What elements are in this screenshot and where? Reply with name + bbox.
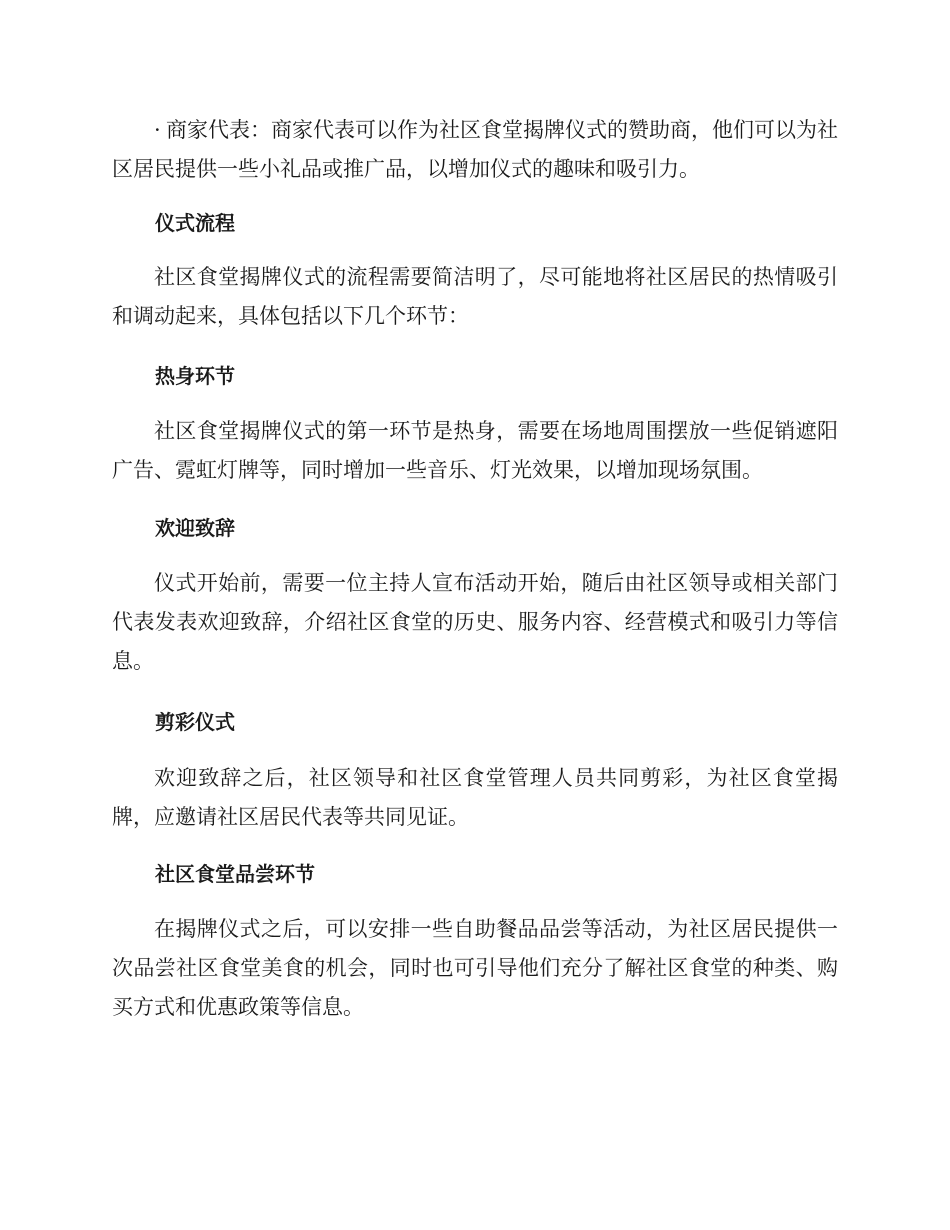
section-warmup-body: [112, 412, 838, 490]
section-heading: 社区食堂品尝环节: [155, 862, 315, 886]
section-paragraph: 欢迎致辞之后，社区领导和社区食堂管理人员共同剪彩，为社区食堂揭牌，应邀请社区居民代表等共同见证。: [112, 766, 838, 829]
bullet-paragraph: [112, 111, 838, 189]
bullet-marker: ·: [154, 118, 161, 142]
section-welcome-speech-body: [112, 564, 838, 681]
section-paragraph: 社区食堂揭牌仪式的第一环节是热身，需要在场地周围摆放一些促销遮阳广告、霓虹灯牌等，同时增加一些音乐、灯光效果，以增加现场氛围。: [112, 419, 838, 482]
section-ribbon-cutting-body: [112, 759, 838, 837]
section-heading: 热身环节: [155, 364, 235, 388]
section-heading: 欢迎致辞: [155, 516, 235, 540]
section-ceremony-flow-body: [112, 258, 838, 336]
bullet-text: 商家代表：商家代表可以作为社区食堂揭牌仪式的赞助商，他们可以为社区居民提供一些小礼品或推广品，以增加仪式的趣味和吸引力。: [112, 118, 838, 181]
section-ceremony-flow: [112, 208, 838, 238]
section-tasting: [112, 859, 838, 889]
section-heading: 剪彩仪式: [155, 710, 235, 734]
section-tasting-body: [112, 910, 838, 1027]
bullet-item: [112, 111, 838, 189]
section-heading: 仪式流程: [155, 211, 235, 235]
section-paragraph: 社区食堂揭牌仪式的流程需要简洁明了，尽可能地将社区居民的热情吸引和调动起来，具体包括以下几个环节：: [112, 265, 838, 328]
section-welcome-speech: [112, 513, 838, 543]
section-ribbon-cutting: [112, 707, 838, 737]
section-warmup: [112, 361, 838, 391]
section-paragraph: 仪式开始前，需要一位主持人宣布活动开始，随后由社区领导或相关部门代表发表欢迎致辞，介绍社区食堂的历史、服务内容、经营模式和吸引力等信息。: [112, 571, 838, 673]
section-paragraph: 在揭牌仪式之后，可以安排一些自助餐品品尝等活动，为社区居民提供一次品尝社区食堂美食的机会，同时也可引导他们充分了解社区食堂的种类、购买方式和优惠政策等信息。: [112, 917, 838, 1019]
